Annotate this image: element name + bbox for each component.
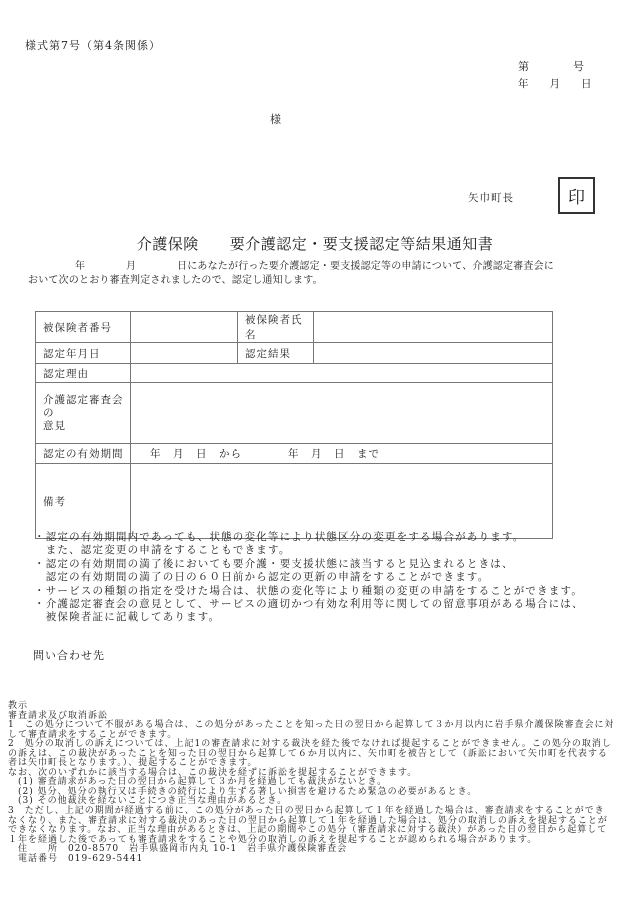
addressee-suffix: 様 [270,113,281,126]
table-row [36,364,553,383]
committee-opinion-label-line2: 意見 [43,419,66,432]
table-row [36,444,553,464]
issue-date-line: 年 月 日 [518,78,592,90]
remarks-value [131,464,553,539]
table-row [36,312,553,343]
certification-date-label: 認定年月日 [36,343,131,364]
legal-line: １年を経過した後であっても審査請求をすることや処分の取消しの訴えを提起することが認められる場合があります。 [8,834,538,845]
contact-label: 問い合わせ先 [33,649,105,662]
document-title: 介護保険 要介護認定・要支援認定等結果通知書 [136,235,494,253]
certification-reason-label: 認定理由 [36,364,131,383]
legal-line: 3 ただし、上記の期間が経過する前に、この処分があった日の翌日から起算して１年を経過した場合は、審査請求をすることができ [8,806,605,817]
notice-line: ・認定の有効期間内であっても、状態の変化等により状態区分の変更をする場合があります。 [34,531,525,543]
legal-line: 電話番号 019-629-5441 [8,853,144,864]
legal-line: 教示 [8,701,29,711]
legal-line: 審査請求及び取消訴訟 [8,710,109,721]
legal-line: 住 所 020-8570 岩手県盛岡市内丸 10-1 岩手県介護保険審査会 [8,844,348,855]
certification-result-label: 認定結果 [238,343,314,364]
notice-line: ・サービスの種類の指定を受けた場合は、状態の変化等により種類の変更の申請をすることができます。 [34,584,584,597]
legal-line: 2 処分の取消しの訴えについては、上記1の審査請求に対する裁決を経た後でなければ提起することができません。この処分の取消し [8,739,612,750]
form-number: 様式第7号（第4条関係） [25,39,161,52]
notice-bullet-list [34,531,584,625]
certification-result-table [35,311,553,539]
committee-opinion-value [131,383,553,444]
notice-line: ・認定の有効期間の満了後においても要介護・要支援状態に該当すると見込まれるときは、 [34,557,514,570]
official-seal-box [558,177,595,214]
insured-number-value [131,312,238,343]
intro-line-2: おいて次のとおり審査判定されましたので、認定し通知します。 [28,275,323,286]
intro-line-1: 年 月 日にあなたが行った要介護認定・要支援認定等の申請について、介護認定審査会に [75,261,554,272]
insured-number-label: 被保険者番号 [36,312,131,343]
mayor-signature-label: 矢巾町長 [468,192,514,204]
legal-instruction-block [8,702,614,864]
valid-period-value: 年 月 日 から 年 月 日 まで [131,444,553,464]
notice-line: ・介護認定審査会の意見として、サービスの適切かつ有効な利用等に関しての留意事項がある場合には、 [34,598,584,611]
notice-line: 被保険者証に記載してあります。 [34,611,221,624]
legal-line: できなくなります。なお、正当な理由があるときは、上記の期間やこの処分（審査請求に対する裁決）があった日の翌日から起算して [8,825,608,836]
seal-character: 印 [568,188,585,208]
certification-reason-value [131,364,553,383]
valid-period-label: 認定の有効期間 [36,444,131,464]
legal-line: して審査請求をすることができます。 [8,729,178,740]
legal-line: (3) その他裁決を経ないことにつき正当な理由があるとき。 [8,796,288,807]
committee-opinion-label-line1: 介護認定審査会の [43,393,124,419]
certification-result-value [314,343,553,364]
document-number-line: 第 号 [518,60,584,73]
notice-line: また、認定変更の申請をすることもできます。 [34,544,291,557]
table-row [36,383,553,444]
table-row [36,464,553,539]
insured-name-value [314,312,553,343]
notice-line: 認定の有効期間の満了の日の６０日前から認定の更新の申請をすることができます。 [34,571,490,584]
legal-line: 1 この処分について不服がある場合は、この処分があったことを知った日の翌日から起算して３か月以内に岩手県介護保険審査会に対 [8,720,615,731]
committee-opinion-label [36,383,131,444]
legal-line: の訴えは、この裁決があったことを知った日の翌日から起算して６か月以内に、矢巾町を被告として（訴訟において矢巾町を代表する [8,748,608,759]
remarks-label: 備考 [36,464,131,539]
insured-name-label: 被保険者氏名 [238,312,314,343]
legal-line: 者は矢巾町長となります。）、提起することができます。 [8,758,258,769]
legal-line: (1) 審査請求があった日の翌日から起算して３か月を経過しても裁決がないとき。 [8,777,388,788]
table-row [36,343,553,364]
legal-line: (2) 処分、処分の執行又は手続きの続行により生ずる著しい損害を避けるため緊急の必要があるとき。 [8,786,478,797]
legal-line: なお、次のいずれかに該当する場合は、この裁決を経ずに訴訟を提起することができます。 [8,767,418,778]
certification-date-value [131,343,238,364]
legal-line: なくなり、また、審査請求に対する裁決のあった日の翌日から起算して１年を経過した場合は、処分の取消しの訴えを提起することが [8,815,608,826]
